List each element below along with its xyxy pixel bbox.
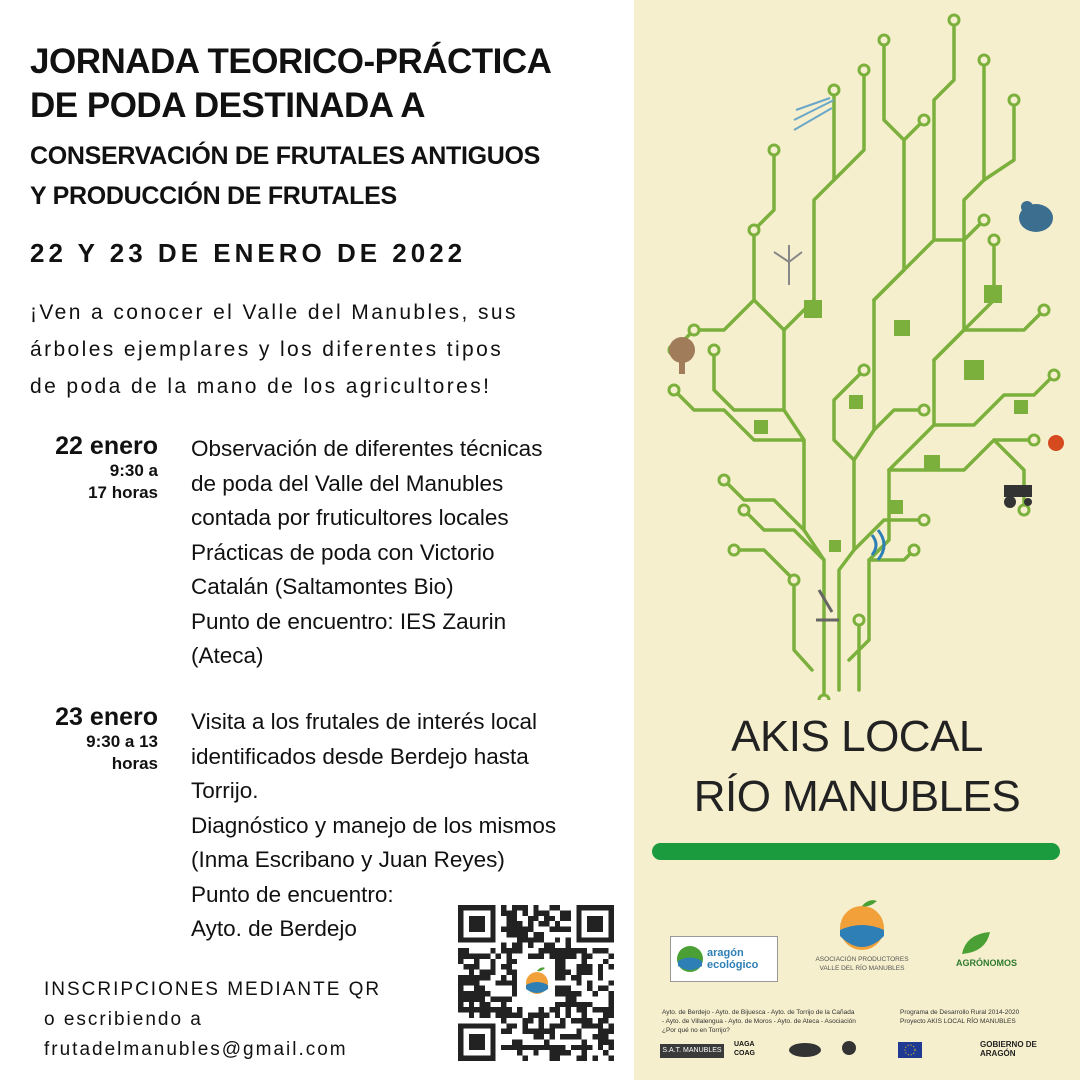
day2-date: 23 enero (55, 703, 158, 731)
gorilla-icon (1019, 201, 1053, 232)
day2-label (55, 703, 158, 775)
asociacion-text-line: VALLE DEL RÍO MANUBLES (819, 965, 905, 972)
day1-date: 22 enero (55, 432, 158, 460)
day2-line: Diagnóstico y manejo de los mismos (191, 812, 557, 838)
day2-line: Ayto. de Berdejo (191, 916, 357, 941)
akis-green-bar (652, 843, 1060, 860)
ingenieros-agronomos-logo (954, 930, 1034, 974)
day1-line: contada por fruticultores locales (191, 505, 509, 530)
programa-line: Programa de Desarrollo Rural 2014-2020 (900, 1009, 1020, 1016)
day2-line: identificados desde Berdejo hasta (191, 743, 529, 769)
day1-line: Punto de encuentro: IES Zaurin (191, 608, 507, 634)
intro-text (30, 294, 600, 405)
day1-label (55, 432, 158, 504)
apple-icon (1048, 435, 1064, 451)
day2-line: Torrijo. (191, 778, 259, 803)
aragon-ecologico-logo (670, 936, 778, 982)
day1-time-line: 9:30 a (109, 461, 158, 480)
asociacion-text-line: ASOCIACIÓN PRODUCTORES (815, 956, 909, 963)
event-date: 22 Y 23 DE ENERO DE 2022 (30, 238, 467, 268)
aragon-ecologico-icon (675, 944, 705, 974)
intro-line: de poda de la mano de los agricultores! (30, 375, 492, 398)
registration-line: o escribiendo a (44, 1009, 203, 1030)
day2-time-line: 9:30 a 13 (86, 732, 158, 751)
ayto-line: Ayto. de Berdejo - Ayto. de Bijuesca - Ayto. de Torrijo de la Cañada (662, 1009, 855, 1016)
programa-line: Proyecto AKIS LOCAL RÍO MANUBLES (900, 1018, 1016, 1025)
title-line: DE PODA DESTINADA A (30, 86, 425, 125)
day2-line: (Inma Escribano y Juan Reyes) (191, 847, 505, 872)
title-line: JORNADA TEORICO-PRÁCTICA (30, 42, 552, 81)
ayto-list (662, 1008, 882, 1035)
day1-line: Catalán (Saltamontes Bio) (191, 574, 454, 599)
aragon-ecologico-text: aragón ecológico (707, 947, 759, 971)
subtitle-line: Y PRODUCCIÓN DE FRUTALES (30, 182, 397, 210)
sprinkler-icon (794, 98, 834, 130)
day1-time-line: 17 horas (88, 483, 158, 502)
day2-line: Punto de encuentro: (191, 881, 394, 907)
circuit-tree-illustration (634, 0, 1080, 700)
day1-line: de poda del Valle del Manubles (191, 470, 504, 496)
qr-center-logo-icon (521, 963, 553, 999)
asociacion-productores-logo (814, 898, 910, 978)
registration-email[interactable]: frutadelmanubles@gmail.com (44, 1039, 348, 1060)
right-panel (634, 0, 1080, 1080)
registration-info (44, 975, 381, 1065)
tree-icon (669, 337, 695, 374)
day2-line: Visita a los frutales de interés local (191, 709, 538, 734)
subtitle-line: CONSERVACIÓN DE FRUTALES ANTIGUOS (30, 142, 541, 170)
windmill-icon (774, 245, 802, 285)
ayto-line: - Ayto. de Villalengua - Ayto. de Moros - Ayto. de Ateca - Asociación (662, 1018, 856, 1025)
eu-flag-icon (898, 1042, 922, 1058)
day1-line: Observación de diferentes técnicas (191, 436, 543, 461)
day1-line: Prácticas de poda con Victorio (191, 539, 495, 565)
page-subtitle (30, 136, 620, 216)
asociacion-icon (837, 898, 887, 952)
uaga-logo: UAGA COAG (734, 1041, 755, 1057)
intro-line: árboles ejemplares y los diferentes tipos (30, 338, 504, 361)
akis-title-line1: AKIS LOCAL (731, 712, 983, 761)
intro-line: ¡Ven a conocer el Valle del Manubles, sus (30, 301, 518, 324)
registration-line: INSCRIPCIONES MEDIANTE QR (44, 979, 382, 1000)
ingenieros-text: AGRÓNOMOS (956, 958, 1018, 968)
programa-text (900, 1008, 1060, 1026)
sat-manubles-logo: S.A.T. MANUBLES (660, 1044, 724, 1058)
page-title (30, 40, 620, 128)
akis-title-line2: RÍO MANUBLES (693, 772, 1021, 821)
day2-time-line: horas (111, 754, 158, 773)
apple-logo-icon (840, 1038, 858, 1056)
day1-description (191, 432, 621, 674)
leaf-icon (958, 930, 994, 958)
day1-line: (Ateca) (191, 643, 264, 668)
sacma-logo-icon (788, 1042, 822, 1058)
microscope-icon (816, 590, 839, 620)
tractor-icon (1004, 485, 1032, 508)
gobierno-aragon-logo: GOBIERNO DE ARAGÓN (980, 1040, 1037, 1058)
ayto-line: ¿Por qué no en Torrijo? (662, 1027, 730, 1034)
